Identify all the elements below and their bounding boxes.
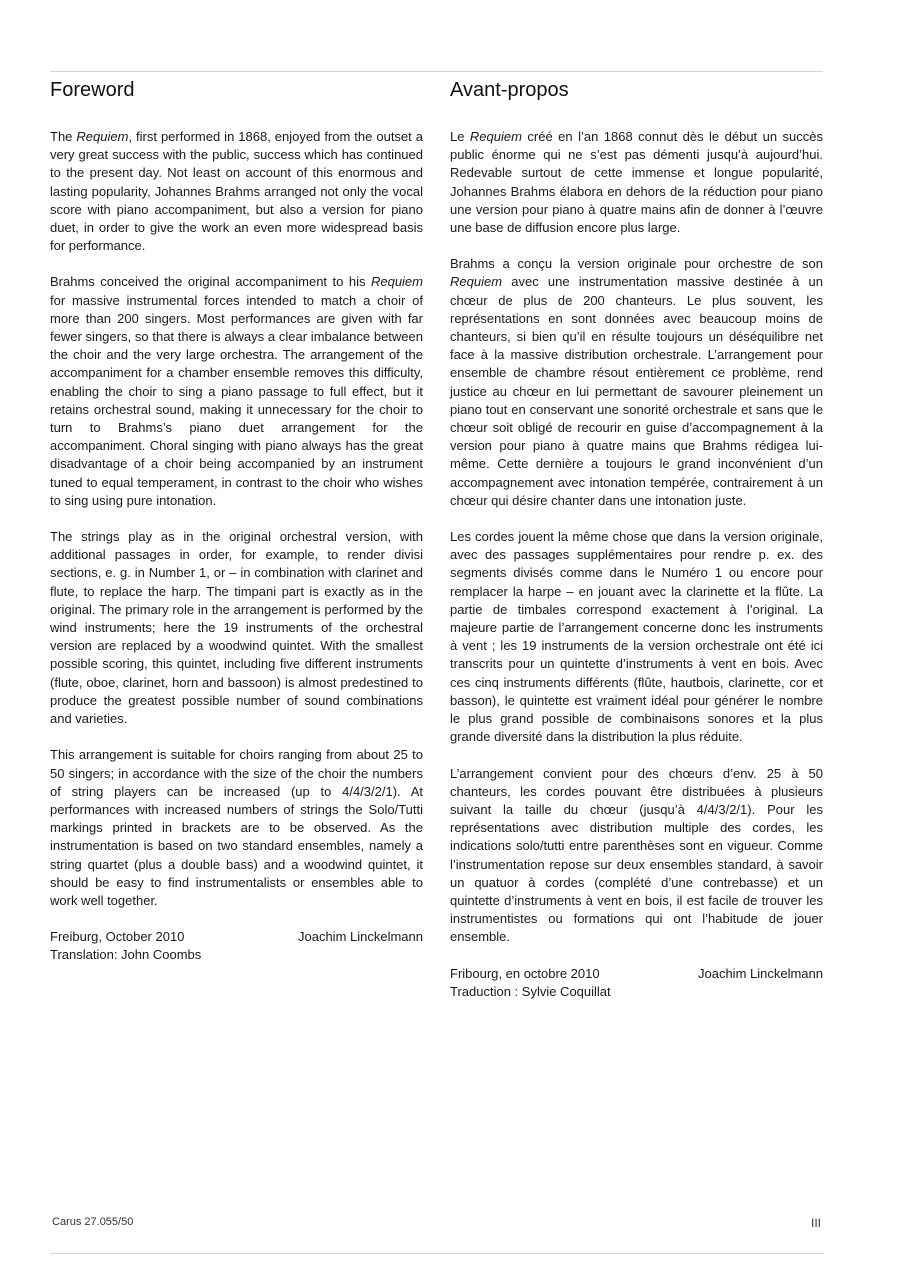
english-place-date: Freiburg, October 2010 [50, 929, 185, 945]
english-paragraph-3: The strings play as in the original orchestral version, with additional passages in order, for example, to render divisi sections, e. g. in Number 1, or – in combination with clarinet and flute, to replace the harp. The timpani part is exactly as in the original. The primary role in the arrangement is performed by the wind instruments; here the 19 instruments of the orchestral version are replaced by a woodwind quintet. With the smallest possible scoring, this quintet, including five different instruments (flute, oboe, clarinet, horn and bassoon) is almost predestined to produce the greatest possible number of sound combinations and varieties. [50, 529, 423, 727]
english-translation-credit: Translation: John Coombs [50, 947, 202, 963]
english-author: Joachim Linckelmann [297, 929, 423, 945]
french-column [450, 72, 823, 1001]
english-paragraph-1: The Requiem, first performed in 1868, enjoyed from the outset a very great success with the public, success which has continued to the present day. Not least on account of this enormous and lasting popularity, Johannes Brahms arranged not only the vocal score with piano accompaniment, but also a version for piano duet, in order to give the work an even more widespread basis for performance. [50, 129, 423, 254]
french-heading: Avant-propos [450, 79, 569, 101]
french-paragraph-1: Le Requiem créé en l’an 1868 connut dès le début un succès public énorme qui ne s’est pas démenti jusqu’à aujourd’hui. Redevable surtout de cette immense et longue popularité, Johannes Brahms élabora en dehors de la réduction pour piano une version pour piano à quatre mains afin de donner à l’œuvre une base de diffusion encore plus large. [450, 129, 823, 236]
french-paragraph-4: L’arrangement convient pour des chœurs d’env. 25 à 50 chanteurs, les cordes pouvant être distribuées à plusieurs suivant la taille du chœur (jusqu’à 4/4/3/2/1). Pour les représentations avec distribution multiple des cordes, les indications solo/tutti entre parenthèses sont en vigueur. Comme l’instrumentation repose sur deux ensembles standard, à savoir un quatuor à cordes (complété d’une contrebasse) et un quintette d’instruments à vent en bois, il est facile de trouver les instrumentistes ou formations qui ont l’habitude de jouer ensemble. [450, 765, 823, 945]
english-heading: Foreword [50, 79, 135, 101]
french-signature [450, 965, 823, 983]
french-paragraph-3: Les cordes jouent la même chose que dans la version originale, avec des passages supplémentaires pour rendre p. ex. des segments divisés comme dans le Numéro 1 ou encore pour remplacer la harpe – en jouant avec la clarinette et la flûte. La partie de timbales correspond exactement à l’original. La majeure partie de l’arrangement concerne donc les instruments à vent ; les 19 instruments de la version orchestrale ont été ici transcrits pour un quintette d’instruments à vent en bois. Avec ces cinq instruments différents (flûte, hautbois, clarinette, cor et basson), le quintette est vraiment idéal pour générer le nombre le plus grand possible de combinaisons sonores et la plus grande diversité dans la distribution la plus réduite. [450, 529, 823, 745]
english-signature [50, 928, 423, 946]
english-paragraph-2: Brahms conceived the original accompaniment to his Requiem for massive instrumental forces intended to match a choir of more than 200 singers. Most performances are given with far fewer singers, so that there is always a clear imbalance between the choir and the very large orchestra. The arrangement of the accompaniment for a chamber ensemble removes this difficulty, enabling the choir to sing a piano passage to full effect, but it retains orchestral sound, making it unnecessary for the choir to turn to Brahms’s piano duet arrangement for the accompaniment. Choral singing with piano always has the great disadvantage of a choir being accompanied by an instrument tuned to equal temperament, in contrast to the choir who wishes to sing using pure intonation. [50, 274, 423, 508]
english-paragraph-4: This arrangement is suitable for choirs ranging from about 25 to 50 singers; in accordance with the size of the choir the numbers of string players can be increased (up to 4/4/3/2/1). At performances with increased numbers of strings the Solo/Tutti markings printed in brackets are to be observed. As the instrumentation is based on two standard ensembles, namely a string quartet (plus a double bass) and a woodwind quintet, it should be easy to find instrumentalists or ensembles able to work well together. [50, 747, 423, 908]
page-number: III [811, 1216, 822, 1230]
french-paragraph-2: Brahms a conçu la version originale pour orchestre de son Requiem avec une instrumentation massive destinée à un chœur de plus de 200 chanteurs. Le plus souvent, les représentations en sont données avec beaucoup moins de chanteurs, si bien qu’il en résulte toujours un déséquilibre net face à la massive distribution orchestrale. L’arrangement pour ensemble de chambre résout entièrement ce problème, rend justice au chœur en lui permettant de savourer pleinement un piano tout en conservant une sonorité orchestrale et sans que le chœur soit obligé de recourir en guise d’accompagnement à la version pour piano à quatre mains que Brahms rédigea lui-même. Cette dernière a toujours le grand inconvénient d’un accompagnement avec intonation tempérée, contrairement à un chœur qui désire chanter dans une intonation juste. [450, 256, 823, 508]
french-author: Joachim Linckelmann [697, 965, 823, 981]
french-place-date: Fribourg, en octobre 2010 [450, 965, 600, 981]
english-column [50, 72, 423, 965]
catalog-number: Carus 27.055/50 [52, 1216, 134, 1228]
bottom-rule [50, 1253, 823, 1254]
french-translation-credit: Traduction : Sylvie Coquillat [450, 983, 611, 999]
